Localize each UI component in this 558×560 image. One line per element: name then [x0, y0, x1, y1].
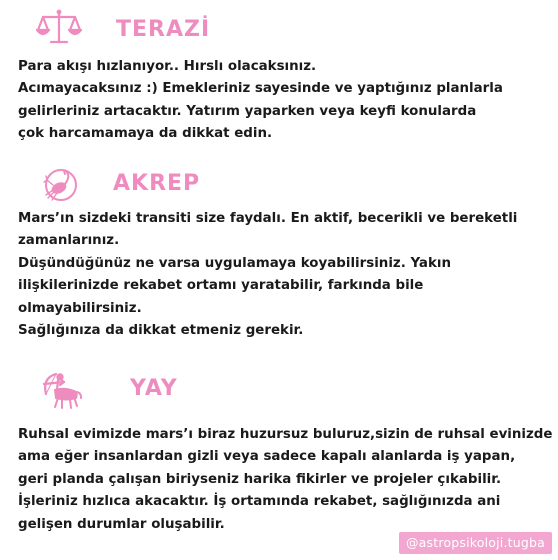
text-line: Ruhsal evimizde mars’ı biraz huzursuz buluruz,sizin de ruhsal evinizde	[18, 427, 553, 442]
watermark-handle: @astropsikoloji.tugba	[399, 532, 552, 554]
libra-scales-icon	[36, 8, 82, 48]
sign-title-scorpio: AKREP	[113, 171, 201, 196]
text-line: zamanlarınız.	[18, 233, 120, 249]
text-line: gelirleriniz artacaktır. Yatırım yaparken veya keyfi konularda	[18, 103, 477, 119]
libra-horoscope-text	[18, 56, 548, 146]
text-line: çok harcamamaya da dikkat edin.	[18, 126, 273, 142]
text-line: olmayabilirsiniz.	[18, 300, 142, 316]
text-line: Acımayacaksınız :) Emekleriniz sayesinde ve yaptığınız planlarla	[18, 81, 503, 97]
text-line: ilişkilerinizde rekabet ortamı yaratabilir, farkında bile	[18, 278, 424, 294]
text-line: İşleriniz hızlıca akacaktır. İş ortamında rekabet, sağlığınızda ani	[18, 494, 501, 510]
text-line: Düşündüğünüz ne varsa uygulamaya koyabilirsiniz. Yakın	[18, 255, 451, 271]
text-line: geri planda çalışan biriyseniz harika fikirler ve projeler çıkabilir.	[18, 471, 502, 487]
scorpio-horoscope-text	[18, 208, 548, 342]
text-line: gelişen durumlar oluşabilir.	[18, 516, 225, 532]
sign-title-libra: TERAZİ	[116, 17, 211, 42]
text-line: ama eğer insanlardan gizli veya sadece kapalı alanlarda iş yapan,	[18, 449, 516, 465]
sagittarius-archer-icon	[38, 370, 84, 410]
scorpio-scorpion-icon	[38, 164, 84, 204]
text-line: Mars’ın sizdeki transiti size faydalı. En aktif, becerikli ve bereketli	[18, 211, 518, 226]
text-line: Para akışı hızlanıyor.. Hırslı olacaksınız.	[18, 59, 317, 74]
text-line: Sağlığınıza da dikkat etmeniz gerekir.	[18, 323, 304, 339]
sagittarius-horoscope-text	[18, 424, 553, 536]
sign-title-sagittarius: YAY	[130, 376, 178, 401]
